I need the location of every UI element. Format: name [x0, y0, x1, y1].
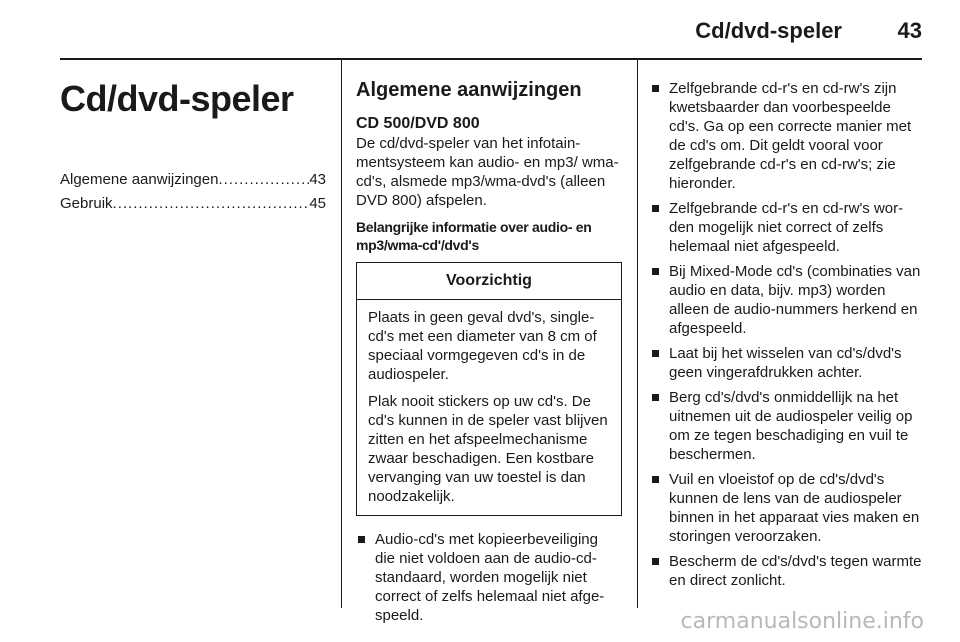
- chapter-title: Cd/dvd-speler: [60, 78, 294, 119]
- toc-leader-dots: [218, 168, 309, 192]
- column-divider-1: [341, 60, 342, 608]
- toc-entry-label: Algemene aanwijzingen: [60, 171, 219, 188]
- caution-paragraph: Plaats in geen geval dvd's, single-cd's met een diameter van 8 cm of speciaal vormgegeven cd's in de audiospeler.: [368, 309, 597, 383]
- toc-entry-page: 45: [309, 195, 326, 212]
- content-column-right: [650, 60, 922, 608]
- toc-leader-dots: [113, 192, 310, 216]
- running-header-title: Cd/dvd-speler: [695, 18, 842, 43]
- content-column-middle: [356, 60, 622, 624]
- watermark-text: carmanualsonline.info: [680, 609, 924, 634]
- toc-entry-page: 43: [309, 171, 326, 188]
- list-item: Laat bij het wisselen van cd's/dvd's geen vingerafdrukken achter.: [650, 344, 922, 382]
- bullet-list-middle: [356, 530, 622, 625]
- column-divider-2: [637, 60, 638, 608]
- toc-entry-gebruik[interactable]: [60, 192, 326, 216]
- caution-title: Voorzichtig: [357, 263, 621, 300]
- caution-box: [356, 262, 622, 516]
- section-subtitle: CD 500/DVD 800: [356, 115, 480, 132]
- caution-body: [357, 300, 621, 515]
- intro-paragraph: De cd/dvd-speler van het infotainmentsysteem kan audio- en mp3/ wma-cd's, alsmede mp3/wma-dvd's (alleen DVD 800) afspelen.: [356, 135, 619, 209]
- list-item: Bij Mixed-Mode cd's (combinaties van audio en data, bijv. mp3) worden alleen de audio-nummers herkend en afgespeeld.: [650, 262, 922, 338]
- info-subheading: Belangrijke informatie over audio- en mp3/wma-cd'/dvd's: [356, 219, 592, 253]
- bullet-list-right: [650, 79, 922, 590]
- table-of-contents: [60, 168, 326, 216]
- caution-paragraph: Plak nooit stickers op uw cd's. De cd's kunnen in de speler vast blijven zitten en het afspeelmechanisme zwaar beschadigen. Een kostbare vervanging van uw toestel is dan noodzakelijk.: [368, 393, 608, 505]
- toc-entry-label: Gebruik: [60, 195, 113, 212]
- section-title: Algemene aanwijzingen: [356, 79, 582, 101]
- list-item: Zelfgebrande cd-r's en cd-rw's worden mogelijk niet correct of zelfs helemaal niet afgespeeld.: [650, 199, 922, 256]
- list-item: Vuil en vloeistof op de cd's/dvd's kunnen de lens van de audiospeler binnen in het apparaat vies maken en storingen veroorzaken.: [650, 470, 922, 546]
- list-item: Zelfgebrande cd-r's en cd-rw's zijn kwetsbaarder dan voorbespeelde cd's. Ga op een correcte manier met de cd's om. Dit geldt vooral voor zelfgebrande cd-r's en cd-rw's; zie hieronder.: [650, 79, 922, 193]
- toc-column: [60, 60, 326, 608]
- page-number: 43: [897, 18, 922, 43]
- list-item: Berg cd's/dvd's onmiddellijk na het uitnemen uit de audiospeler veilig op om ze tegen beschadiging en vuil te beschermen.: [650, 388, 922, 464]
- list-item: Bescherm de cd's/dvd's tegen warmte en direct zonlicht.: [650, 552, 922, 590]
- toc-entry-algemene-aanwijzingen[interactable]: [60, 168, 326, 192]
- list-item: Audio-cd's met kopieerbeveiliging die niet voldoen aan de audio-cd-standaard, worden mogelijk niet correct of zelfs helemaal niet afgespeeld.: [356, 530, 622, 625]
